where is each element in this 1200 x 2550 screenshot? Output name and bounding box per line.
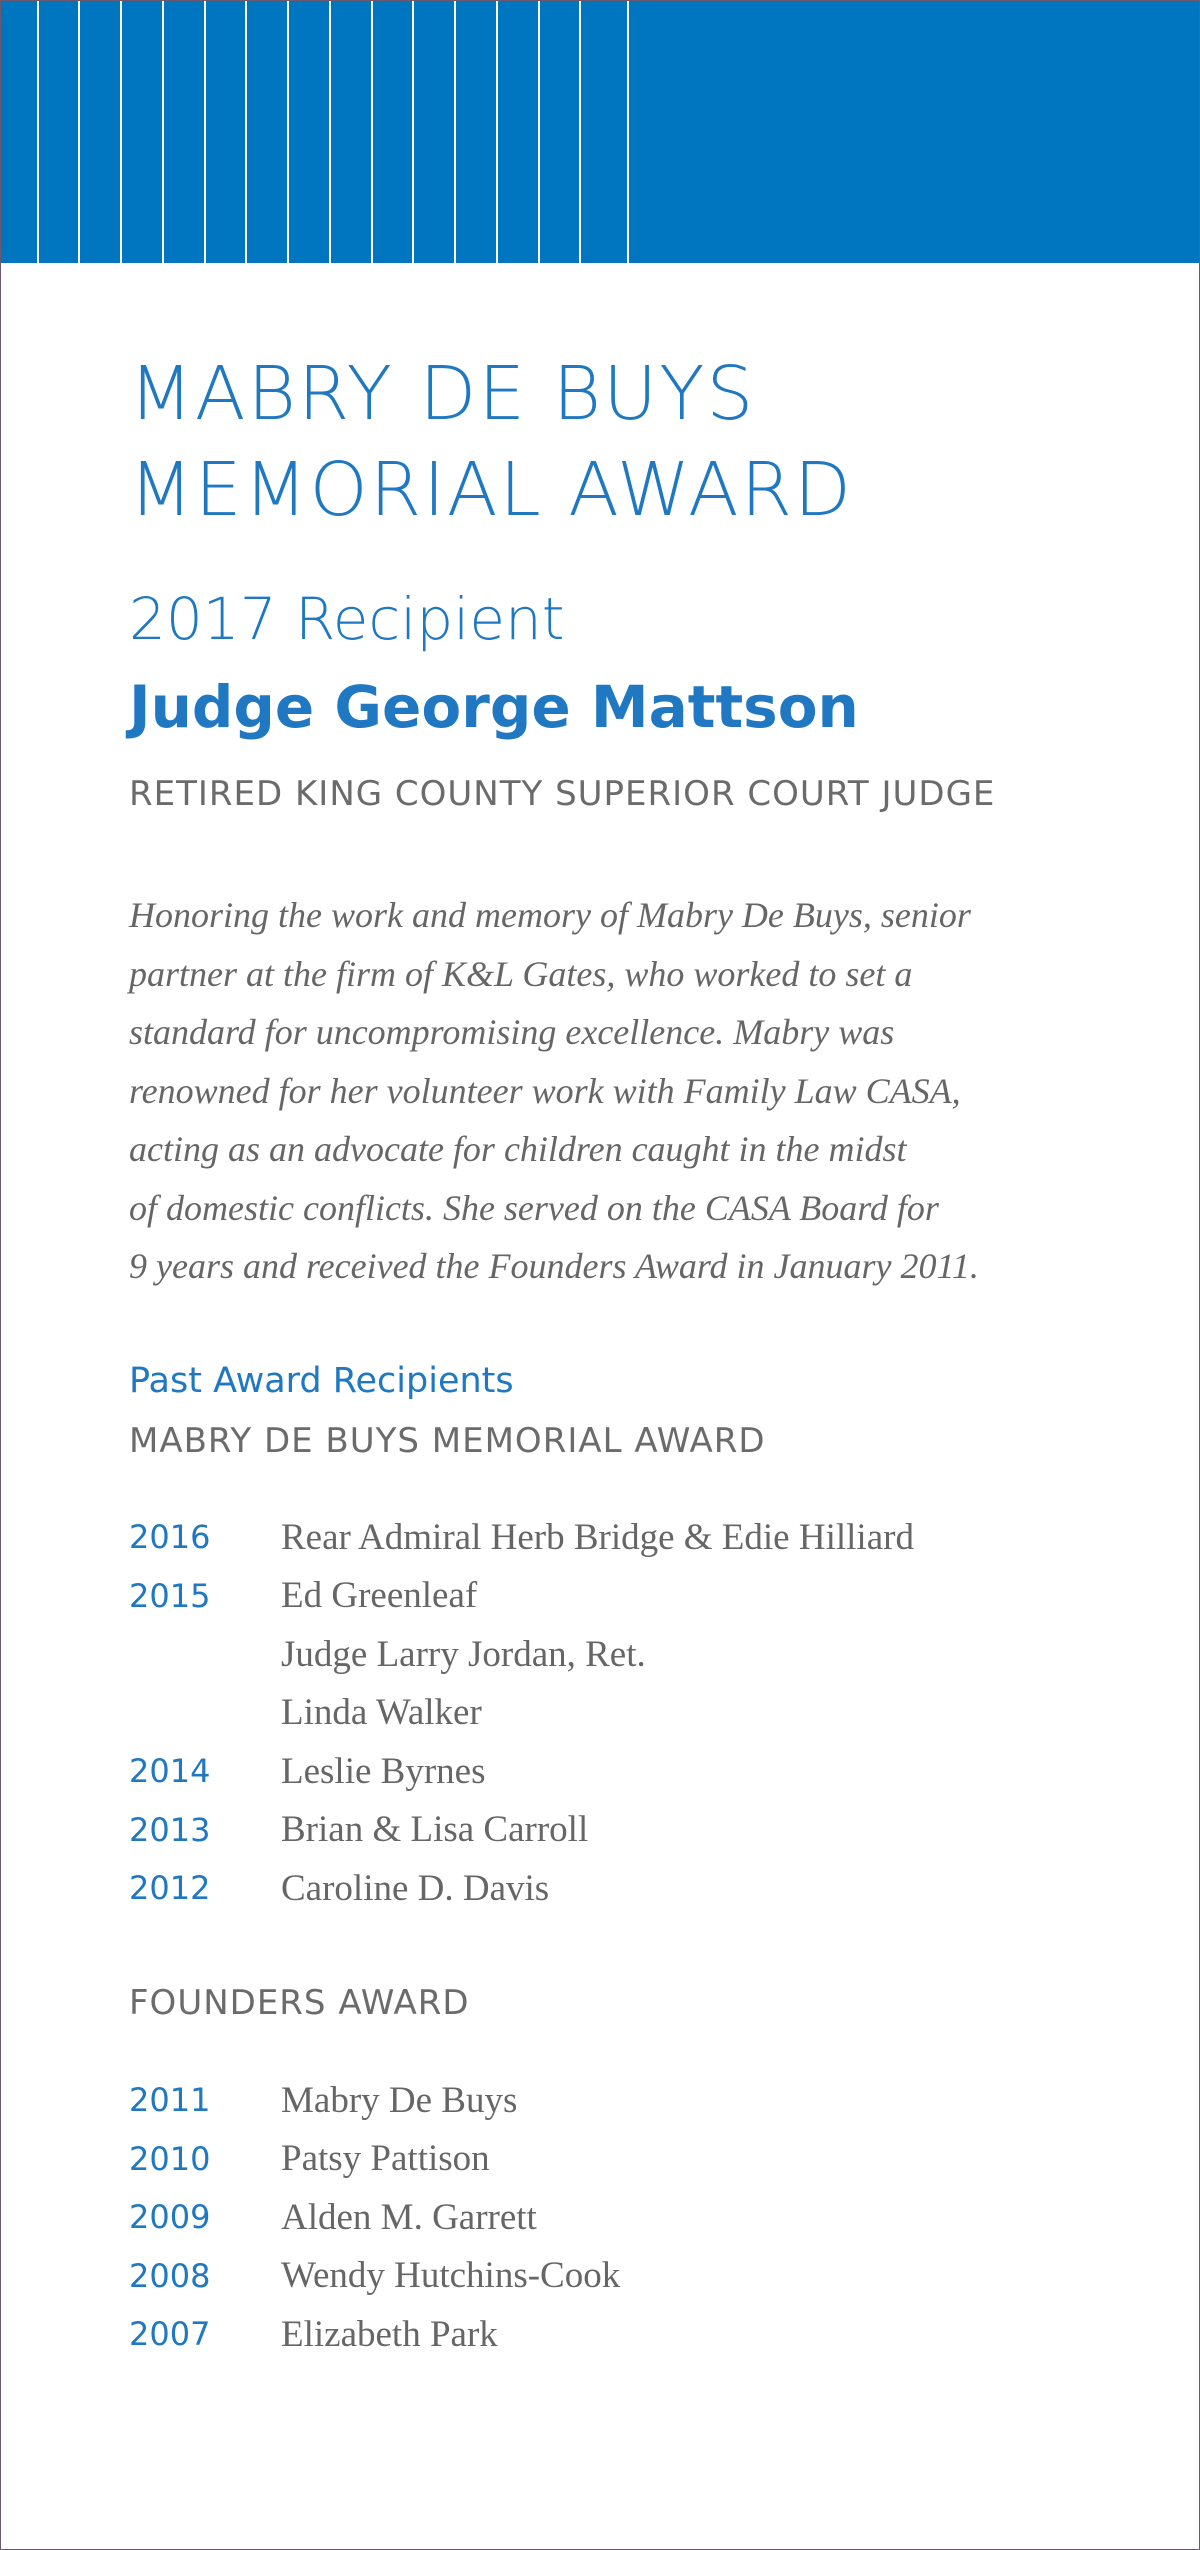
header-stripe-line [245, 1, 247, 263]
header-stripe-line [454, 1, 456, 263]
description-line: Honoring the work and memory of Mabry De Buys, senior [129, 895, 971, 935]
award-year: 2011 [129, 2081, 211, 2120]
recipient-name: Alden M. Garrett [281, 2196, 537, 2238]
recipient-name: Wendy Hutchins-Cook [281, 2255, 621, 2297]
past-recipients-heading: Past Award Recipients [129, 1361, 514, 1401]
description-line: partner at the firm of K&L Gates, who worked to set a [129, 953, 913, 994]
mabry-award-section-label: MABRY DE BUYS MEMORIAL AWARD [129, 1421, 766, 1461]
header-stripe-line [627, 1, 629, 263]
description-line: renowned for her volunteer work with Family Law CASA, [129, 1070, 961, 1111]
award-year: 2010 [129, 2139, 211, 2178]
recipient-name: Linda Walker [281, 1692, 482, 1734]
recipient-row [129, 1742, 1129, 1801]
header-stripe-line [329, 1, 331, 263]
recipient-row [129, 1684, 1129, 1743]
recipient-name: Brian & Lisa Carroll [281, 1809, 589, 1851]
description-line: standard for uncompromising excellence. Mabry was [129, 1012, 895, 1052]
award-title-line-2: MEMORIAL AWARD [129, 447, 854, 533]
description-line: of domestic conflicts. She served on the CASA Board for [129, 1187, 939, 1228]
header-stripe-line [371, 1, 373, 263]
recipient-name: Elizabeth Park [281, 2313, 498, 2355]
header-stripe-line [538, 1, 540, 263]
recipient-name: Judge Larry Jordan, Ret. [281, 1633, 646, 1675]
award-year: 2009 [129, 2198, 211, 2237]
recipient-row [129, 2188, 1129, 2247]
recipient-row [129, 1625, 1129, 1684]
award-title-line-1: MABRY DE BUYS [129, 351, 756, 437]
recipient-row [129, 2247, 1129, 2306]
award-description [129, 886, 1129, 1296]
recipient-name: Rear Admiral Herb Bridge & Edie Hilliard [281, 1516, 914, 1558]
recipient-row [129, 1801, 1129, 1860]
recipient-name: Leslie Byrnes [281, 1750, 486, 1792]
founders-award-section-label: FOUNDERS AWARD [129, 1983, 470, 2023]
award-year: 2012 [129, 1869, 211, 1908]
award-year: 2014 [129, 1752, 211, 1791]
recipient-row [129, 2130, 1129, 2189]
recipient-name: Mabry De Buys [281, 2079, 518, 2121]
description-line: 9 years and received the Founders Award in January 2011. [129, 1246, 979, 1286]
recipient-row [129, 1567, 1129, 1626]
header-stripe-line [579, 1, 581, 263]
award-year: 2015 [129, 1576, 211, 1615]
header-stripe-band [1, 1, 1200, 263]
header-stripe-line [78, 1, 80, 263]
award-year: 2013 [129, 1810, 211, 1849]
award-title [129, 346, 1129, 538]
recipient-year-label: 2017 Recipient [129, 585, 565, 653]
recipient-row [129, 2305, 1129, 2364]
recipient-row [129, 1859, 1129, 1918]
recipient-row [129, 2071, 1129, 2130]
header-stripe-line [37, 1, 39, 263]
header-stripe-line [204, 1, 206, 263]
award-year: 2016 [129, 1518, 211, 1557]
header-stripe-line [412, 1, 414, 263]
founders-award-recipient-list [129, 2071, 1129, 2364]
header-stripe-line [496, 1, 498, 263]
recipient-row [129, 1508, 1129, 1567]
header-stripe-line [120, 1, 122, 263]
award-year: 2008 [129, 2256, 211, 2295]
mabry-award-recipient-list [129, 1508, 1129, 1918]
recipient-name: Patsy Pattison [281, 2138, 490, 2180]
award-year: 2007 [129, 2315, 211, 2354]
recipient-name: Ed Greenleaf [281, 1575, 478, 1617]
recipient-title: RETIRED KING COUNTY SUPERIOR COURT JUDGE [129, 774, 996, 814]
header-stripe-line [162, 1, 164, 263]
description-line: acting as an advocate for children caught in the midst [129, 1129, 907, 1169]
recipient-name: Caroline D. Davis [281, 1867, 550, 1909]
header-stripe-line [287, 1, 289, 263]
recipient-name: Judge George Mattson [129, 673, 859, 741]
